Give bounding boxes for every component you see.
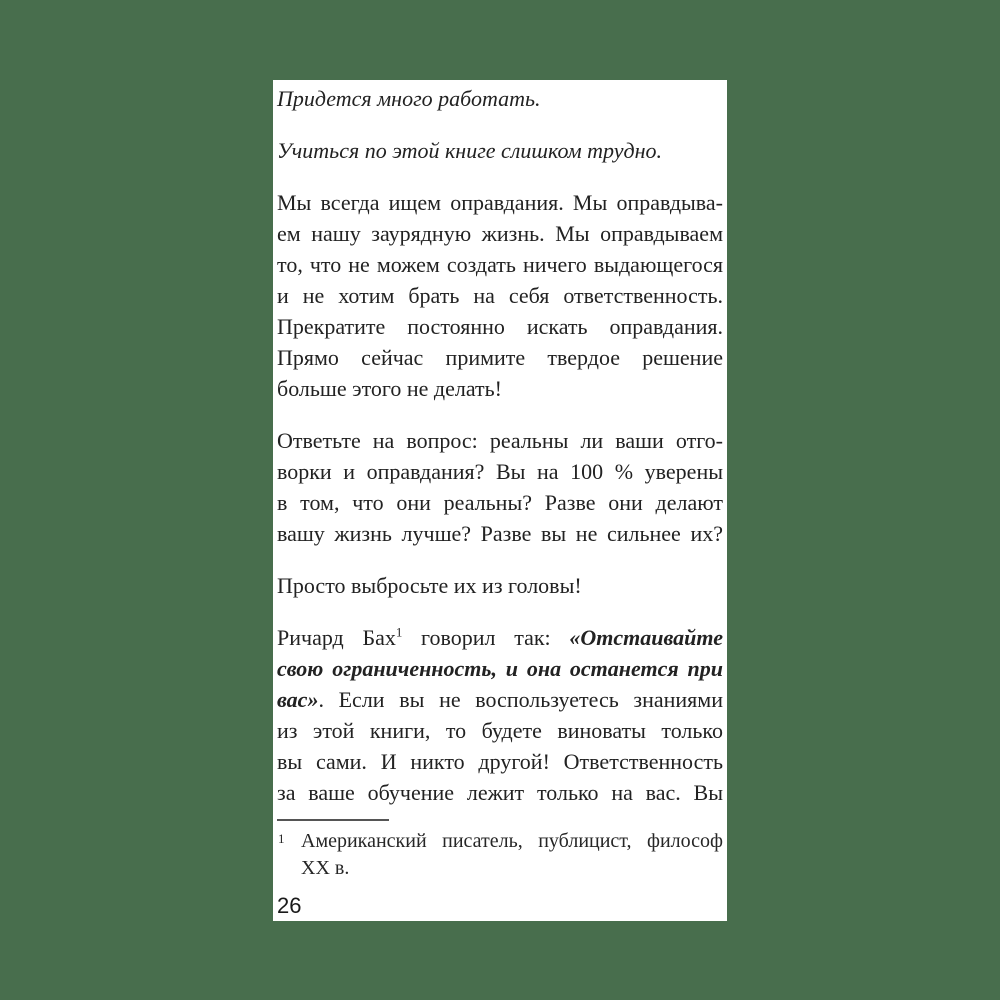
text-line: больше этого не делать! <box>277 376 503 401</box>
footnote-line: Американский писатель, публицист, философ <box>301 830 723 852</box>
text-segment: говорил так: <box>402 625 570 650</box>
quote-segment: «Отстаивайте <box>569 625 723 650</box>
text-line: за ваше обучение лежит только на вас. Вы <box>277 780 723 805</box>
text-line: Придется много работать. <box>277 86 541 111</box>
text-line: Мы всегда ищем оправдания. Мы оправдыва- <box>277 190 723 215</box>
text-line: ем нашу заурядную жизнь. Мы оправдываем <box>277 221 723 246</box>
footnote <box>277 828 723 882</box>
quote-segment: вас» <box>277 687 319 712</box>
text-line: Учиться по этой книге слишком трудно. <box>277 138 662 163</box>
page-number: 26 <box>277 893 302 918</box>
footnote-reference: 1 <box>395 624 403 640</box>
text-line: Ответьте на вопрос: реальны ли ваши отго- <box>277 428 723 453</box>
text-line: в том, что они реальны? Разве они делают <box>277 490 723 515</box>
book-page[interactable] <box>273 80 727 921</box>
author-name: Ричард Бах <box>277 625 396 650</box>
text-line: Прекратите постоянно искать оправдания. <box>277 314 723 339</box>
footnote-line: XX в. <box>301 857 350 879</box>
text-segment: . Если вы не воспользуетесь знаниями <box>318 687 723 712</box>
text-line: и не хотим брать на себя ответственность. <box>277 283 723 308</box>
text-line: ворки и оправдания? Вы на 100 % уверены <box>277 459 723 484</box>
quote-line: свою ограниченность, и она останется при <box>277 656 723 681</box>
text-line: Прямо сейчас примите твердое решение <box>277 345 723 370</box>
text-line: Просто выбросьте их из головы! <box>277 573 582 598</box>
text-line <box>277 684 723 715</box>
footnote-divider <box>277 819 389 821</box>
text-line <box>277 622 723 653</box>
text-line: то, что не можем создать ничего выдающегося <box>277 252 723 277</box>
text-line: из этой книги, то будете виноваты только <box>277 718 723 743</box>
text-line: вы сами. И никто другой! Ответственность <box>277 749 723 774</box>
text-line: вашу жизнь лучше? Разве вы не сильнее их? <box>277 521 723 546</box>
footnote-marker: 1 <box>278 831 285 846</box>
